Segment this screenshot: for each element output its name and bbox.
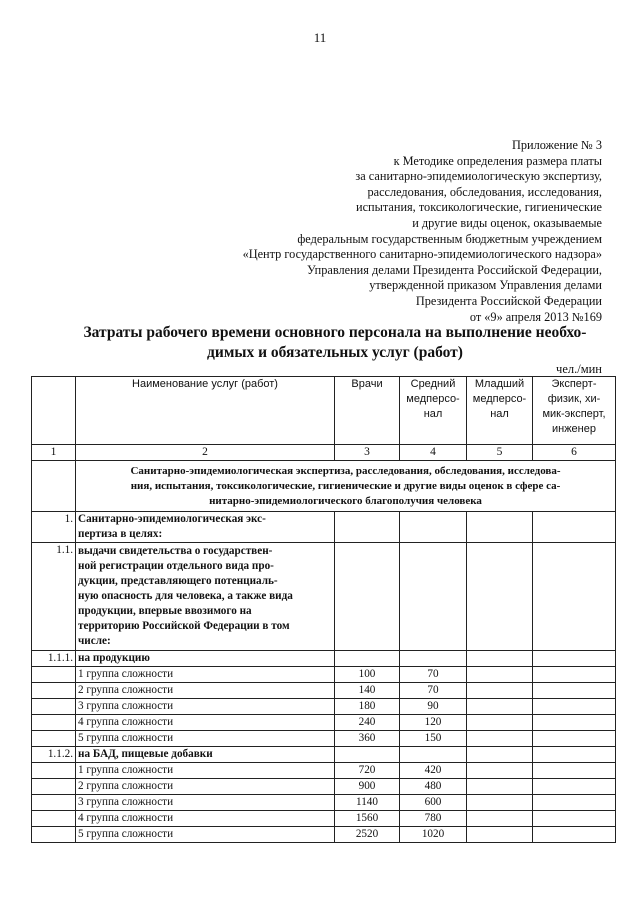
header-text: медперсо-: [472, 393, 527, 405]
header-doctors: Врачи: [335, 377, 400, 445]
appendix-line: Управления делами Президента Российской Федерации,: [307, 262, 602, 277]
cell: [32, 811, 76, 827]
cell: [32, 763, 76, 779]
column-number: 2: [76, 445, 335, 461]
cell: [533, 731, 616, 747]
cell: [32, 827, 76, 843]
cell: [400, 747, 467, 763]
doctors-value: 360: [335, 731, 400, 747]
middle-staff-value: 420: [400, 763, 467, 779]
cell: [335, 512, 400, 543]
cell: [533, 683, 616, 699]
cell: [533, 811, 616, 827]
table-row: [32, 651, 616, 667]
header-text: нал: [490, 408, 509, 420]
row-label-line: Санитарно-эпидемиологическая экс-: [78, 513, 266, 525]
row-label-line: ной регистрации отдельного вида про-: [78, 560, 274, 572]
header-text: Средний: [410, 378, 456, 390]
cell: [467, 795, 533, 811]
header-text: Младший: [474, 378, 525, 390]
appendix-block: [82, 138, 602, 325]
doctors-value: 240: [335, 715, 400, 731]
row-label: 1 группа сложности: [76, 667, 335, 683]
doctors-value: 1560: [335, 811, 400, 827]
row-label-line: территорию Российской Федерации в том: [78, 620, 290, 632]
appendix-line: Президента Российской Федерации: [415, 293, 602, 308]
column-number: 3: [335, 445, 400, 461]
row-number: 1.: [32, 512, 76, 543]
header-text: инженер: [551, 423, 596, 435]
middle-staff-value: 780: [400, 811, 467, 827]
cell: [467, 779, 533, 795]
row-label: [76, 543, 335, 651]
row-label-line: числе:: [78, 635, 111, 647]
row-number: 1.1.: [32, 543, 76, 651]
cell: [335, 543, 400, 651]
cell: [32, 683, 76, 699]
table-row: [32, 747, 616, 763]
header-expert: [533, 377, 616, 445]
middle-staff-value: 600: [400, 795, 467, 811]
row-label-line: выдачи свидетельства о государствен-: [78, 545, 273, 557]
cell: [32, 731, 76, 747]
appendix-line: федеральным государственным бюджетным учреждением: [297, 231, 602, 246]
appendix-line: расследования, обследования, исследования,: [367, 184, 602, 199]
cell: [335, 747, 400, 763]
cell: [533, 827, 616, 843]
cell: [32, 779, 76, 795]
cell: [467, 699, 533, 715]
middle-staff-value: 70: [400, 683, 467, 699]
appendix-line: и другие виды оценок, оказываемые: [412, 215, 602, 230]
doctors-value: 140: [335, 683, 400, 699]
middle-staff-value: 90: [400, 699, 467, 715]
row-label: [76, 512, 335, 543]
cell: [32, 715, 76, 731]
row-label: на БАД, пищевые добавки: [76, 747, 335, 763]
appendix-line: от «9» апреля 2013 №169: [469, 309, 602, 324]
section-heading: [76, 461, 616, 512]
cell: [467, 512, 533, 543]
cell: [32, 699, 76, 715]
middle-staff-value: 480: [400, 779, 467, 795]
cell: [467, 543, 533, 651]
cell: [533, 512, 616, 543]
header-name: Наименование услуг (работ): [76, 377, 335, 445]
column-number: 5: [467, 445, 533, 461]
doctors-value: 1140: [335, 795, 400, 811]
table-row: [32, 763, 616, 779]
row-label: 4 группа сложности: [76, 811, 335, 827]
header-text: мик-эксперт,: [542, 408, 606, 420]
doctors-value: 720: [335, 763, 400, 779]
cell: [467, 811, 533, 827]
table-row: [32, 779, 616, 795]
header-text: нал: [423, 408, 443, 420]
cost-table: [31, 376, 616, 843]
appendix-line: «Центр государственного санитарно-эпидемиологического надзора»: [242, 247, 602, 262]
cell: [467, 827, 533, 843]
row-label: 3 группа сложности: [76, 795, 335, 811]
appendix-line: к Методике определения размера платы: [393, 153, 602, 168]
column-number: 1: [32, 445, 76, 461]
row-label: 4 группа сложности: [76, 715, 335, 731]
row-label-line: пертиза в целях:: [78, 528, 163, 540]
row-label: 5 группа сложности: [76, 731, 335, 747]
column-number-row: [32, 445, 616, 461]
table-row: [32, 512, 616, 543]
cell: [533, 651, 616, 667]
doctors-value: 100: [335, 667, 400, 683]
cell: [467, 651, 533, 667]
cell: [32, 667, 76, 683]
section-line: ния, испытания, токсикологические, гигиенические и другие виды оценок в сфере са-: [130, 479, 561, 492]
doctors-value: 180: [335, 699, 400, 715]
page-number: 11: [313, 30, 327, 45]
cell: [533, 795, 616, 811]
cell: [533, 763, 616, 779]
title-line: димых и обязательных услуг (работ): [207, 344, 463, 361]
cell: [533, 715, 616, 731]
cell: [335, 651, 400, 667]
table-row: [32, 827, 616, 843]
cell: [467, 731, 533, 747]
row-number: 1.1.2.: [32, 747, 76, 763]
cell: [533, 747, 616, 763]
table-row: [32, 683, 616, 699]
row-label-line: продукции, впервые ввозимого на: [78, 605, 252, 617]
table-row: [32, 795, 616, 811]
header-text: Эксперт-: [551, 378, 597, 390]
middle-staff-value: 150: [400, 731, 467, 747]
section-heading-row: [32, 461, 616, 512]
cell: [467, 747, 533, 763]
cell: [533, 699, 616, 715]
table-row: [32, 699, 616, 715]
cell: [467, 715, 533, 731]
doctors-value: 900: [335, 779, 400, 795]
appendix-line: испытания, токсикологические, гигиенические: [356, 200, 602, 215]
table-row: [32, 811, 616, 827]
table-row: [32, 731, 616, 747]
appendix-line: Приложение № 3: [511, 138, 602, 152]
title-line: Затраты рабочего времени основного персонала на выполнение необхо-: [83, 324, 587, 341]
row-label-line: дукции, представляющего потенциаль-: [78, 575, 278, 587]
cell: [400, 512, 467, 543]
middle-staff-value: 120: [400, 715, 467, 731]
row-label: 1 группа сложности: [76, 763, 335, 779]
cell: [467, 683, 533, 699]
cell: [533, 543, 616, 651]
cell: [400, 651, 467, 667]
unit-label: чел./мин: [556, 362, 602, 376]
row-label: 5 группа сложности: [76, 827, 335, 843]
document-title: [60, 323, 610, 363]
section-line: нитарно-эпидемиологического благополучия человека: [209, 494, 482, 507]
cell: [467, 667, 533, 683]
column-number: 6: [533, 445, 616, 461]
row-label-line: ную опасность для человека, а также вида: [78, 590, 293, 602]
table-row: [32, 667, 616, 683]
column-number: 4: [400, 445, 467, 461]
middle-staff-value: 70: [400, 667, 467, 683]
appendix-line: утвержденной приказом Управления делами: [369, 278, 602, 293]
cell: [32, 795, 76, 811]
row-label: 3 группа сложности: [76, 699, 335, 715]
row-label: на продукцию: [76, 651, 335, 667]
cell: [400, 543, 467, 651]
header-text: медперсо-: [406, 393, 460, 405]
cell: [467, 763, 533, 779]
row-label: 2 группа сложности: [76, 779, 335, 795]
header-text: физик, хи-: [547, 393, 601, 405]
table-header-row: [32, 377, 616, 445]
table-row: [32, 543, 616, 651]
appendix-line: за санитарно-эпидемиологическую экспертизу,: [355, 169, 602, 184]
header-junior-staff: [467, 377, 533, 445]
section-empty-cell: [32, 461, 76, 512]
table-row: [32, 715, 616, 731]
row-number: 1.1.1.: [32, 651, 76, 667]
header-middle-staff: [400, 377, 467, 445]
cell: [533, 667, 616, 683]
header-cell-empty: [32, 377, 76, 445]
cell: [533, 779, 616, 795]
middle-staff-value: 1020: [400, 827, 467, 843]
row-label: 2 группа сложности: [76, 683, 335, 699]
doctors-value: 2520: [335, 827, 400, 843]
section-line: Санитарно-эпидемиологическая экспертиза, расследования, обследования, исследова-: [130, 464, 561, 477]
